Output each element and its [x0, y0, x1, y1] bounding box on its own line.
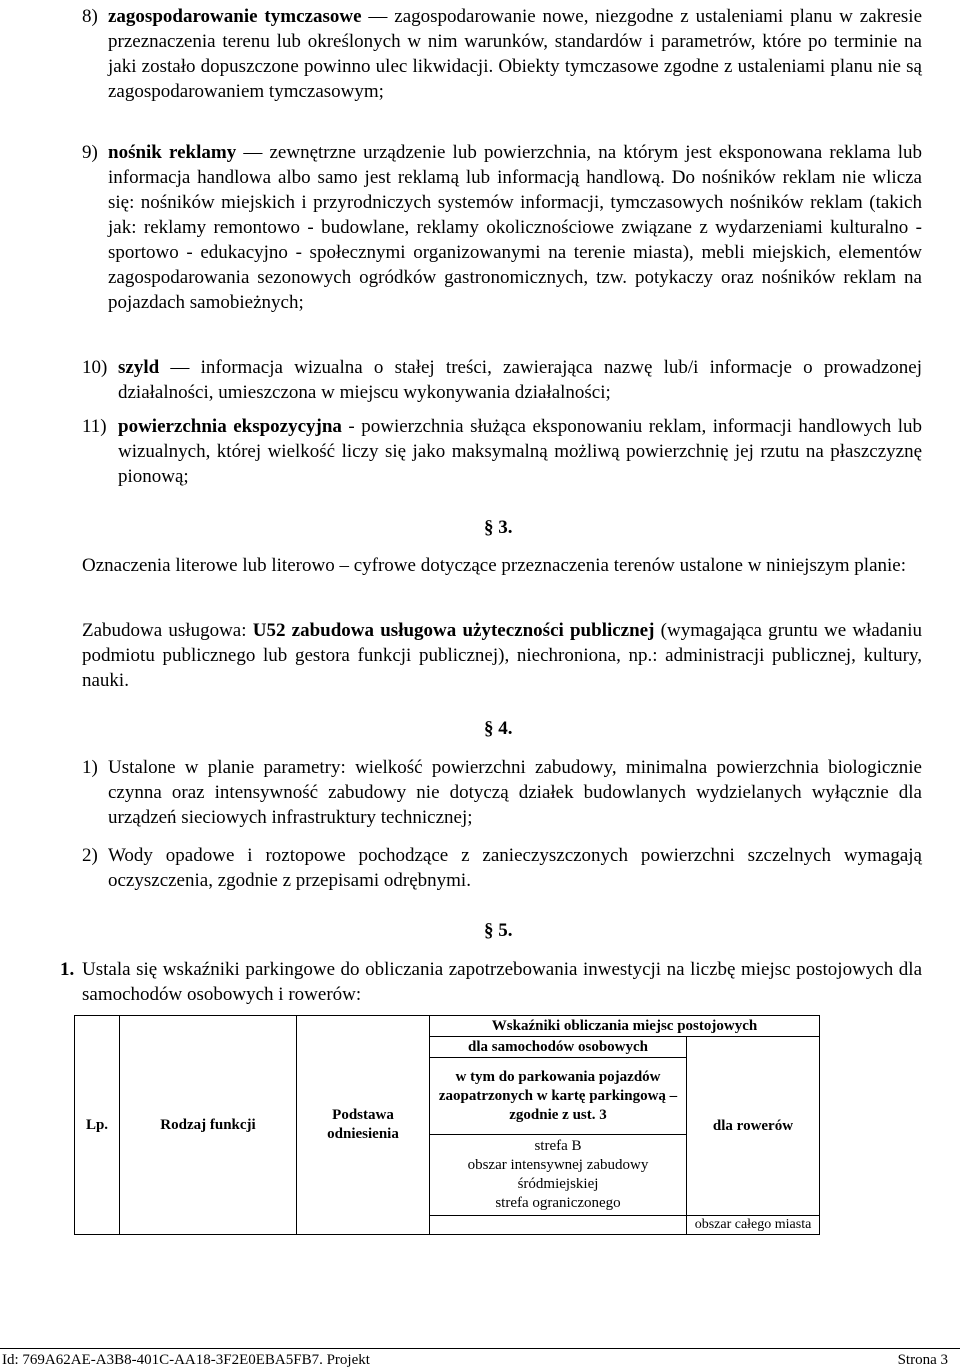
definition-item: [82, 414, 922, 489]
header-bikes: dla rowerów: [687, 1037, 820, 1216]
header-function-type: Rodzaj funkcji: [120, 1016, 297, 1235]
header-basis: Podstawa odniesienia: [297, 1016, 430, 1235]
definition-text: — zagospodarowanie nowe, niezgodne z ustaleniami planu w zakresie przeznaczenia terenu lub określonych w nim warunków, standardów i parametrów, które po terminie na jaki zostało dopuszczone powinno ulec likwidacji. Obiekty tymczasowe zgodne z ustaleniami planu nie są zagospodarowaniem tymczasowym;: [108, 6, 923, 102]
parking-indicators-table: [74, 1015, 820, 1235]
item-number: 8): [82, 6, 98, 27]
zone-b-description: obszar intensywnej zabudowy śródmiejskiej: [467, 1157, 649, 1192]
zoning-prefix: Zabudowa usługowa:: [82, 620, 253, 641]
header-cars: dla samochodów osobowych: [430, 1037, 687, 1058]
definition-item: [82, 140, 922, 315]
item-number: 9): [82, 142, 98, 163]
paragraph-designations: Oznaczenia literowe lub literowo – cyfrowe dotyczące przeznaczenia terenów ustalone w niniejszym planie:: [82, 555, 907, 576]
defined-term: nośnik reklamy: [108, 142, 237, 163]
item-number: 11): [82, 416, 107, 437]
definition-text: - powierzchnia służąca eksponowaniu reklam, informacji handlowych lub wizualnych, której wielkość liczy się jako maksymalną możliwą powierzchnię jej rzutu na płaszczyznę pionową;: [118, 416, 922, 487]
zoning-code: U52 zabudowa usługowa użyteczności publicznej: [252, 620, 655, 641]
definition-text: — informacja wizualna o stałej treści, zawierająca nazwę lub/i informacje o prowadzonej działalności, umieszczona w miejscu wykonywania działalności;: [118, 357, 922, 403]
provision-item: [60, 957, 922, 1007]
definition-item: [82, 355, 922, 405]
provision-item: [82, 843, 922, 893]
paragraph-zoning: [82, 618, 922, 693]
item-number: 1): [82, 757, 98, 778]
item-number: 2): [82, 845, 98, 866]
defined-term: powierzchnia ekspozycyjna: [118, 416, 342, 437]
spacer-cell: [430, 1216, 687, 1235]
footer-divider: [0, 1348, 960, 1349]
provision-text: Ustalone w planie parametry: wielkość powierzchni zabudowy, minimalna powierzchnia biologicznie czynna oraz intensywność zabudowy nie dotyczą działek budowlanych wydzielanych wyłącznie dla urządzeń sieciowych infrastruktury technicznej;: [108, 757, 922, 828]
zone-city-cell: obszar całego miasta: [687, 1216, 820, 1235]
item-number: 10): [82, 357, 108, 378]
zone-limited-label: strefa ograniczonego: [495, 1195, 621, 1211]
zoning-description: (wymagająca gruntu we władaniu podmiotu publicznego lub gestora funkcji publicznej), niechroniona, np.: administracji publicznej, kultury, nauki.: [82, 620, 922, 691]
provision-item: [82, 755, 922, 830]
section-heading-5: § 5.: [484, 920, 513, 941]
item-number: 1.: [60, 959, 75, 980]
header-cars-disabled: w tym do parkowania pojazdów zaopatrzonych w kartę parkingową – zgodnie z ust. 3: [430, 1058, 687, 1135]
header-lp: Lp.: [75, 1016, 120, 1235]
defined-term: zagospodarowanie tymczasowe: [108, 6, 362, 27]
section-heading-4: § 4.: [484, 718, 513, 739]
definition-text: — zewnętrzne urządzenie lub powierzchnia, na którym jest eksponowana reklama lub informacja handlowa albo samo jest reklamą lub informacją handlową. Do nośników reklam nie wlicza się: nośników miejskich i przyrodniczych systemów informacji, tymczasowych nośników reklam (takich jak: reklamy remontowo - budowlane, reklamy okolicznościowe związane z wydarzeniami kulturalno - sportowo - edukacyjno - społecznymi organizowanymi na terenie miasta), mebli miejskich, elementów zagospodarowania sezonowych ogródków gastronomicznych, tzw. potykaczy oraz nośników reklam na pojazdach samobieżnych;: [108, 142, 922, 313]
provision-text: Ustala się wskaźniki parkingowe do obliczania zapotrzebowania inwestycji na liczbę miejsc postojowych dla samochodów osobowych i rowerów:: [82, 959, 922, 1005]
footer-page-number: Strona 3: [897, 1352, 948, 1368]
zone-cell: [430, 1135, 687, 1216]
section-heading-3: § 3.: [484, 517, 513, 538]
defined-term: szyld: [118, 357, 160, 378]
footer-document-id: Id: 769A62AE-A3B8-401C-AA18-3F2E0EBA5FB7. Projekt: [2, 1352, 370, 1368]
header-indicators: Wskaźniki obliczania miejsc postojowych: [430, 1016, 820, 1037]
provision-text: Wody opadowe i roztopowe pochodzące z zanieczyszczonych powierzchni szczelnych wymagają oczyszczenia, zgodnie z przepisami odrębnymi.: [108, 845, 922, 891]
definition-item: [82, 4, 922, 104]
zone-b-label: strefa B: [534, 1138, 582, 1154]
